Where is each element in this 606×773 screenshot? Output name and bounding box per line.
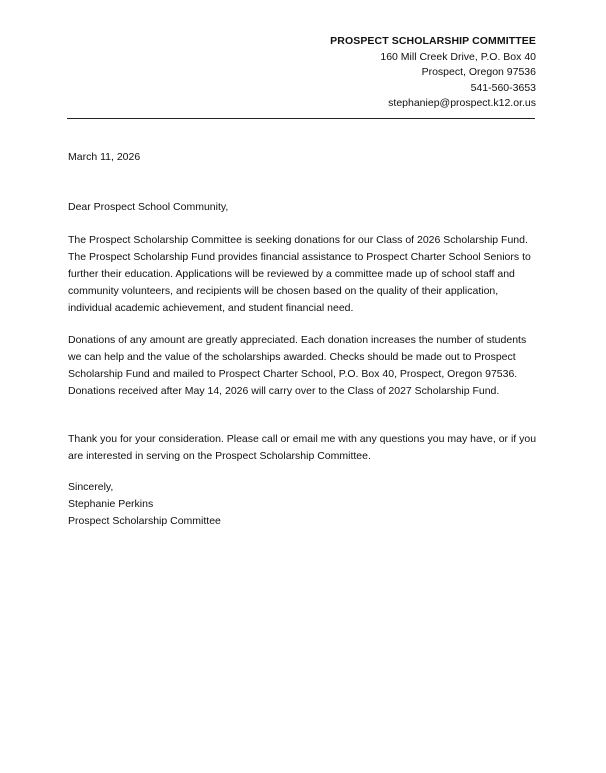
signer-title: Prospect Scholarship Committee bbox=[68, 514, 221, 527]
closing: Sincerely, bbox=[68, 481, 114, 493]
salutation: Dear Prospect School Community, bbox=[68, 201, 229, 213]
signer-name: Stephanie Perkins bbox=[68, 497, 154, 510]
signature-block bbox=[68, 479, 542, 530]
letter-date: March 11, 2026 bbox=[68, 151, 141, 163]
organization-name: PROSPECT SCHOLARSHIP COMMITTEE bbox=[330, 35, 536, 47]
paragraph-1: The Prospect Scholarship Committee is seeking donations for our Class of 2026 Scholarship Fund. The Prospect Scholarship Fund provides financial assistance to Prospect Charter School Seniors to further their education. Applications will be reviewed by a committee made up of school staff and community volunteers, and recipients will be chosen based on the quality of their application, individual academic achievement, and student financial need. bbox=[68, 234, 531, 314]
address-line-2: Prospect, Oregon 97536 bbox=[421, 66, 536, 79]
letterhead bbox=[330, 34, 536, 112]
email-address: stephaniep@prospect.k12.or.us bbox=[388, 97, 536, 110]
paragraph-2: Donations of any amount are greatly appreciated. Each donation increases the number of students we can help and the value of the scholarships awarded. Checks should be made out to Prospect Scholarship Fund and mailed to Prospect Charter School, P.O. Box 40, Prospect, Oregon 97536. Donations received after May 14, 2026 will carry over to the Class of 2027 Scholarship Fund. bbox=[68, 334, 527, 397]
address-line-1: 160 Mill Creek Drive, P.O. Box 40 bbox=[380, 50, 536, 63]
paragraph-3: Thank you for your consideration. Please call or email me with any questions you may have, or if you are interested in serving on the Prospect Scholarship Committee. bbox=[68, 433, 537, 462]
letterhead-divider bbox=[67, 118, 535, 119]
phone-number: 541-560-3653 bbox=[470, 81, 536, 94]
